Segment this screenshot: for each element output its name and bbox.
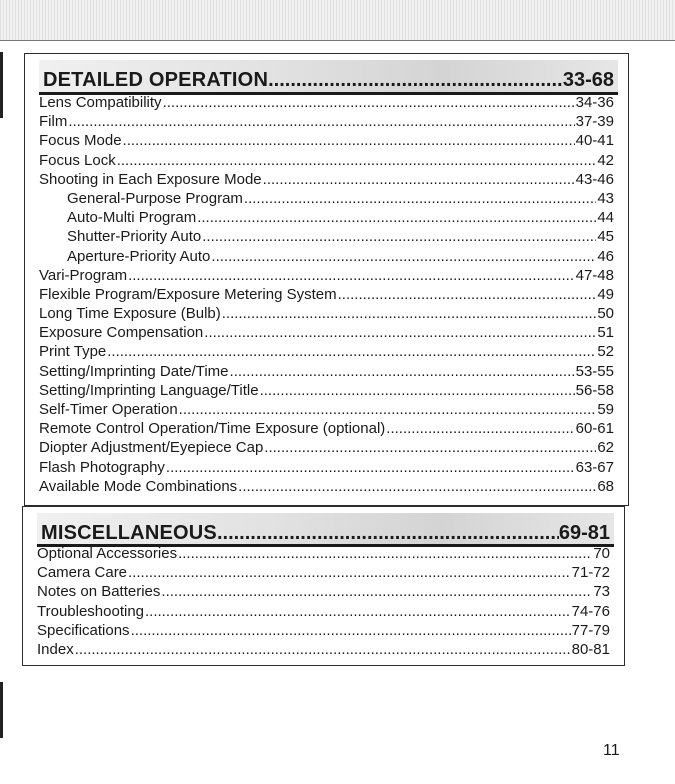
toc-entry[interactable]: Vari-Program ..... 47-48 — [39, 267, 614, 286]
toc-entry[interactable]: Available Mode Combinations ..... 68 — [39, 478, 614, 497]
toc-subentry[interactable]: Auto-Multi Program ..... 44 — [39, 209, 614, 228]
toc-section-miscellaneous — [22, 506, 625, 666]
toc-entry[interactable]: Film ..... 37-39 — [39, 113, 614, 132]
toc-entry[interactable]: Setting/Imprinting Language/Title ..... 56-58 — [39, 382, 614, 401]
section-pages: 33-68 — [562, 69, 614, 91]
toc-entry[interactable]: Diopter Adjustment/Eyepiece Cap ..... 62 — [39, 439, 614, 458]
toc-list — [37, 545, 610, 660]
scan-border — [0, 0, 675, 40]
toc-entry[interactable]: Index ..... 80-81 — [37, 641, 610, 660]
toc-entry[interactable]: Flexible Program/Exposure Metering System ..... 49 — [39, 286, 614, 305]
toc-entry[interactable]: Flash Photography ..... 63-67 — [39, 459, 614, 478]
section-heading — [37, 513, 614, 547]
toc-entry[interactable]: Self-Timer Operation ..... 59 — [39, 401, 614, 420]
toc-entry[interactable]: Specifications ..... 77-79 — [37, 622, 610, 641]
top-rule — [0, 40, 675, 41]
toc-section-detailed-operation — [24, 53, 629, 506]
section-heading — [39, 60, 618, 94]
toc-entry[interactable]: Print Type ..... 52 — [39, 343, 614, 362]
margin-mark — [0, 682, 3, 738]
margin-mark — [0, 52, 3, 118]
toc-list — [39, 94, 614, 497]
section-title: DETAILED OPERATION — [43, 69, 269, 91]
toc-entry[interactable]: Notes on Batteries ..... 73 — [37, 583, 610, 602]
toc-entry[interactable]: Setting/Imprinting Date/Time ..... 53-55 — [39, 363, 614, 382]
toc-subentry[interactable]: Shutter-Priority Auto ..... 45 — [39, 228, 614, 247]
toc-entry[interactable]: Focus Mode ..... 40-41 — [39, 132, 614, 151]
toc-entry[interactable]: Remote Control Operation/Time Exposure (optional) ..... 60-61 — [39, 420, 614, 439]
toc-entry[interactable]: Camera Care ..... 71-72 — [37, 564, 610, 583]
toc-subentry[interactable]: General-Purpose Program ..... 43 — [39, 190, 614, 209]
page-number: 11 — [603, 742, 620, 759]
section-title: MISCELLANEOUS — [41, 522, 217, 544]
toc-entry[interactable]: Troubleshooting ..... 74-76 — [37, 603, 610, 622]
toc-entry[interactable]: Shooting in Each Exposure Mode ..... 43-46 — [39, 171, 614, 190]
toc-entry[interactable]: Focus Lock ..... 42 — [39, 152, 614, 171]
toc-entry[interactable]: Lens Compatibility ..... 34-36 — [39, 94, 614, 113]
toc-entry[interactable]: Long Time Exposure (Bulb) ..... 50 — [39, 305, 614, 324]
toc-subentry[interactable]: Aperture-Priority Auto ..... 46 — [39, 248, 614, 267]
toc-entry[interactable]: Exposure Compensation ..... 51 — [39, 324, 614, 343]
section-pages: 69-81 — [558, 522, 610, 544]
toc-entry[interactable]: Optional Accessories ..... 70 — [37, 545, 610, 564]
